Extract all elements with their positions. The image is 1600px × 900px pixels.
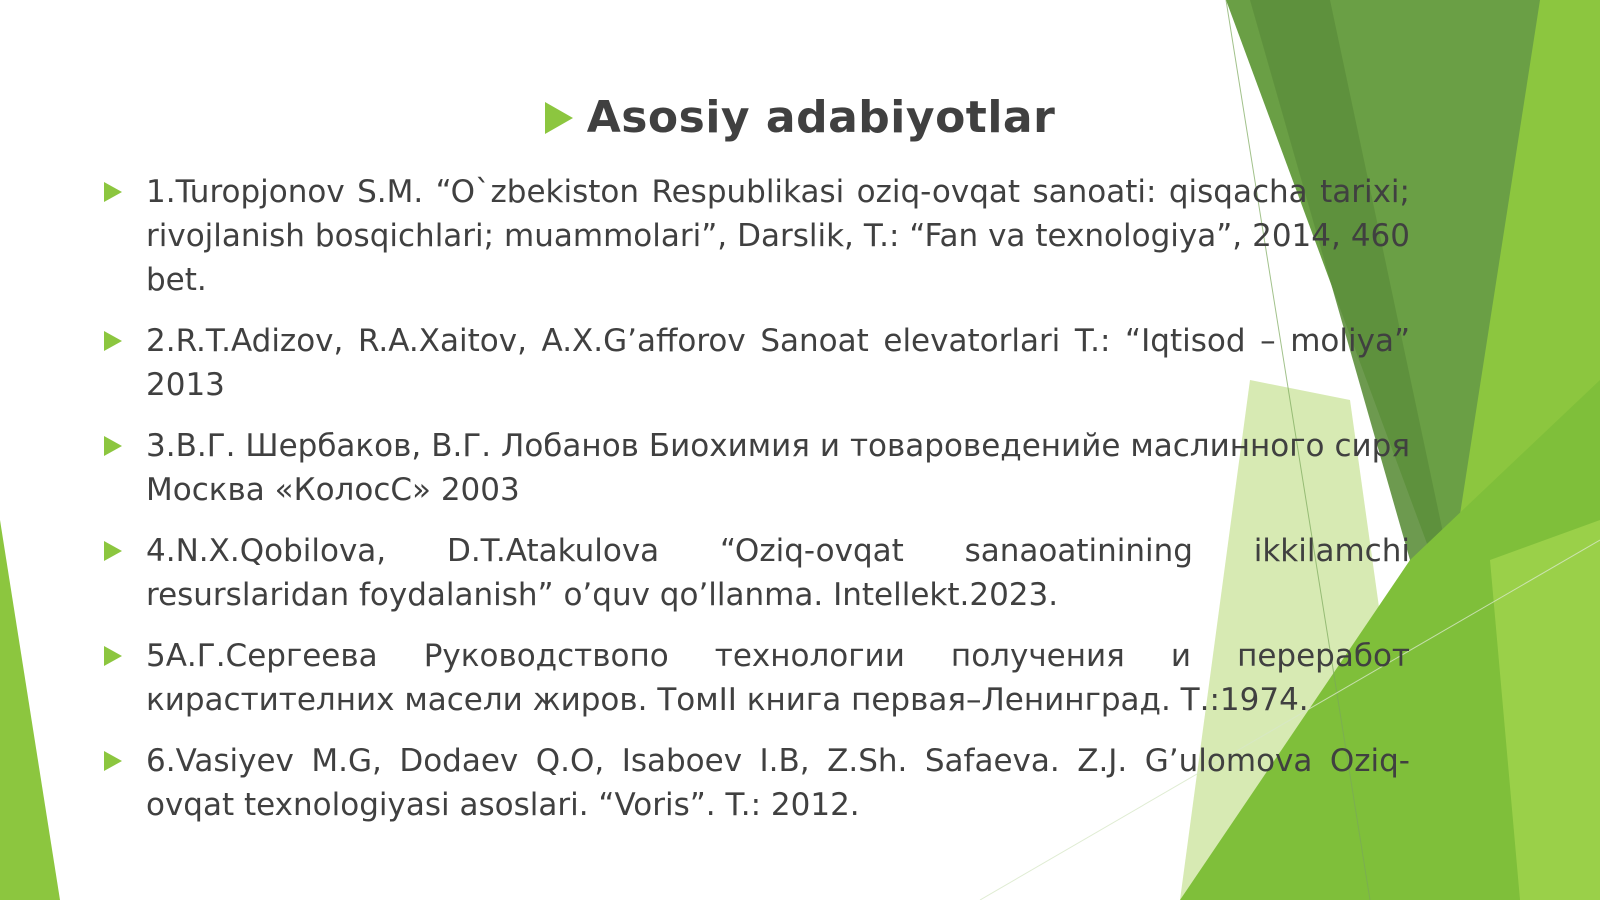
triangle-right-icon <box>104 182 122 202</box>
list-item <box>100 319 1410 407</box>
reference-list <box>100 170 1410 844</box>
page-title: Asosiy adabiyotlar <box>586 92 1056 143</box>
title-row <box>0 92 1600 143</box>
list-item <box>100 424 1410 512</box>
reference-text: 4.N.X.Qobilova, D.T.Atakulova “Oziq-ovqat sanaoatinining ikkilamchi resurslaridan foydalanish” o’quv qo’llanma. Intellekt.2023. <box>146 533 1410 613</box>
reference-text: 1.Turopjonov S.M. “O`zbekiston Respublikasi oziq-ovqat sanoati: qisqacha tarixi; rivojlanish bosqichlari; muammolari”, Darslik, T.: “Fan va texnologiya”, 2014, 460 bet. <box>146 174 1410 298</box>
list-item <box>100 170 1410 302</box>
triangle-right-icon <box>545 102 573 134</box>
list-item <box>100 529 1410 617</box>
reference-text: 5А.Г.Сергеева Руководствопо технологии получения и переработ кирастителних масели жиров. ТомII книга первая–Ленинград. Т.:1974. <box>146 638 1410 718</box>
reference-text: 6.Vasiyev M.G, Dodaev Q.O, Isaboev I.B, Z.Sh. Safaeva. Z.J. G’ulomova Oziq-ovqat texnologiyasi asoslari. “Voris”. T.: 2012. <box>146 743 1410 823</box>
triangle-right-icon <box>104 646 122 666</box>
list-item <box>100 634 1410 722</box>
triangle-right-icon <box>104 541 122 561</box>
triangle-right-icon <box>104 331 122 351</box>
list-item <box>100 739 1410 827</box>
reference-text: 2.R.T.Adizov, R.A.Xaitov, A.X.G’afforov Sanoat elevatorlari T.: “Iqtisod – moliya” 2013 <box>146 323 1410 403</box>
triangle-right-icon <box>104 436 122 456</box>
left-edge-facet <box>0 520 60 900</box>
reference-text: 3.В.Г. Шербаков, В.Г. Лобанов Биохимия и товароведенийе маслинного сиря Москва «КолосС» 2003 <box>146 428 1410 508</box>
triangle-right-icon <box>104 751 122 771</box>
